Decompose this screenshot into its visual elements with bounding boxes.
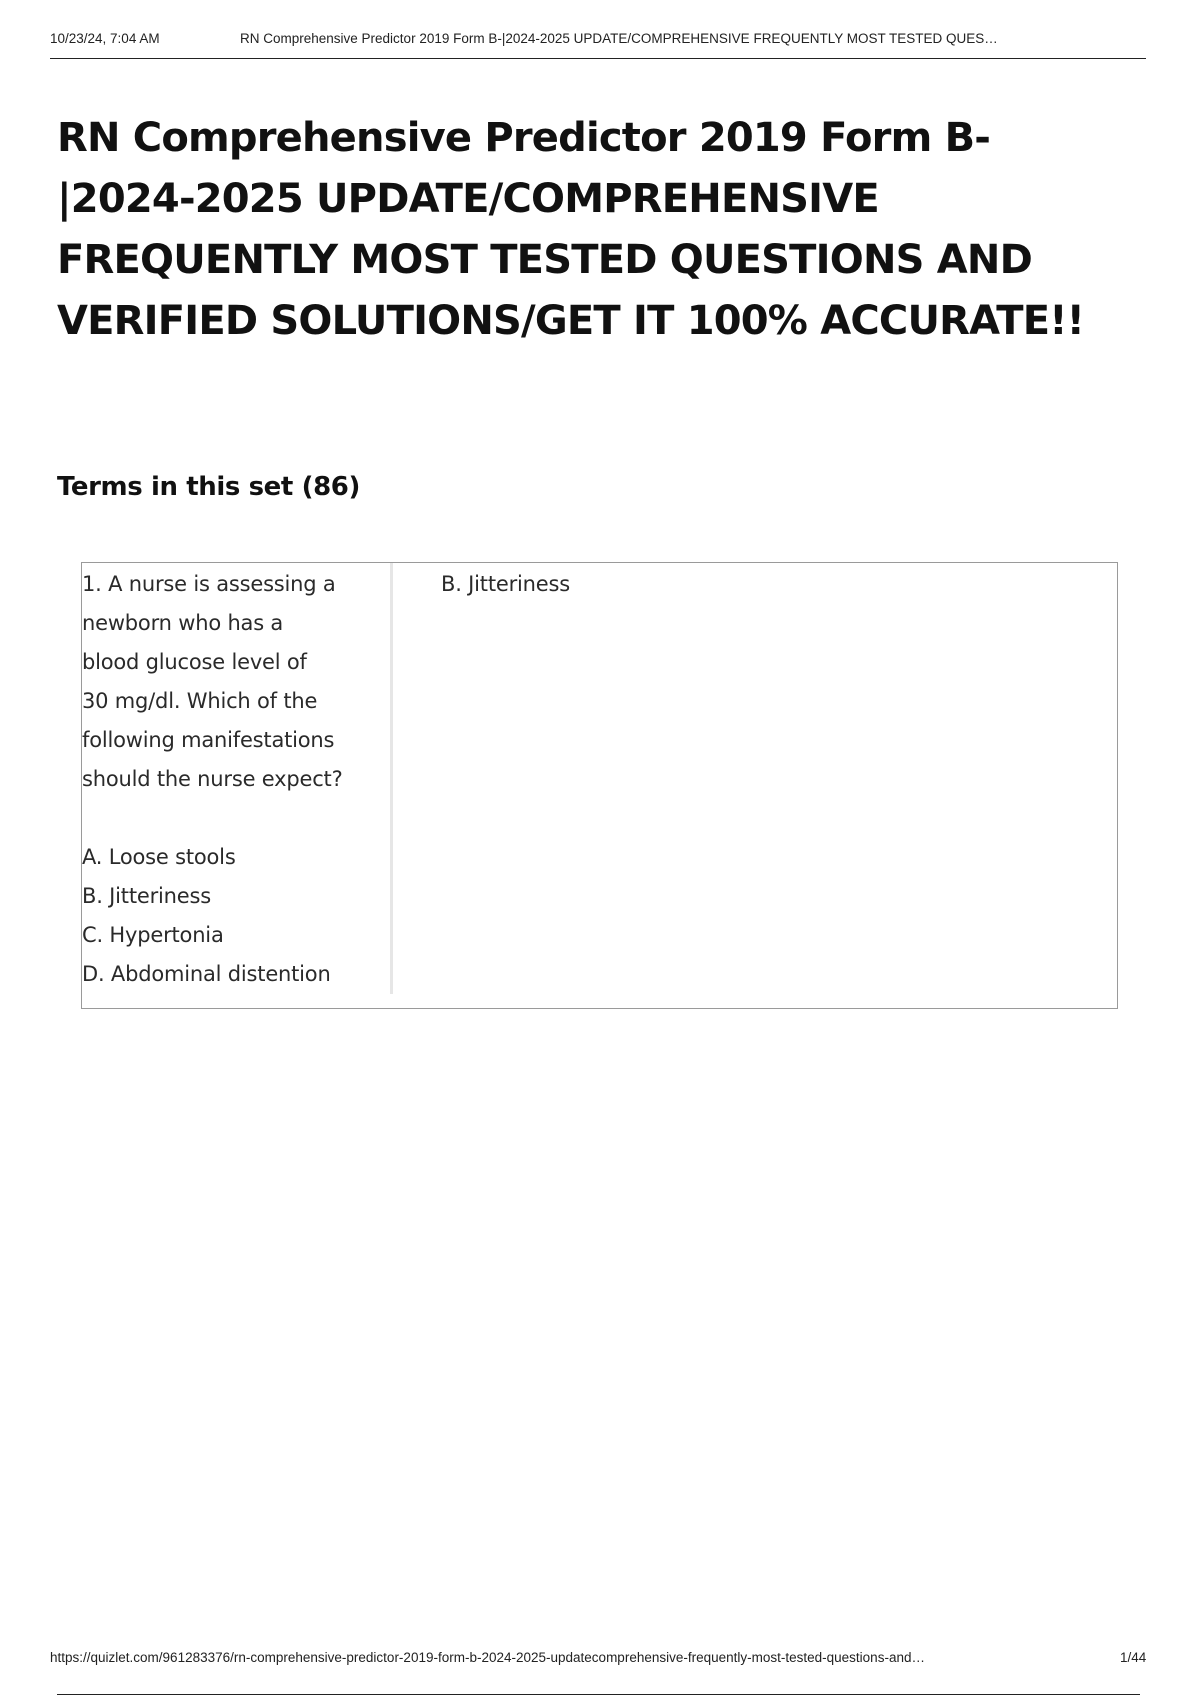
answer-option: D. Abdominal distention bbox=[82, 962, 331, 986]
print-datetime: 10/23/24, 7:04 AM bbox=[50, 31, 160, 46]
answer-option: C. Hypertonia bbox=[82, 923, 224, 947]
page-title-line: |2024-2025 UPDATE/COMPREHENSIVE bbox=[57, 176, 879, 222]
print-document-title: RN Comprehensive Predictor 2019 Form B-|2024-2025 UPDATE/COMPREHENSIVE FREQUENTLY MOST TESTED QUES… bbox=[240, 31, 998, 46]
term-line: 30 mg/dl. Which of the bbox=[82, 689, 318, 713]
term-line: should the nurse expect? bbox=[82, 767, 343, 791]
term-line: following manifestations bbox=[82, 728, 335, 752]
term-line: newborn who has a bbox=[82, 611, 284, 635]
term-spacer bbox=[82, 799, 382, 838]
print-header bbox=[50, 28, 1146, 59]
page-title-line: FREQUENTLY MOST TESTED QUESTIONS AND bbox=[57, 237, 1032, 283]
terms-count-heading: Terms in this set (86) bbox=[57, 472, 360, 502]
print-footer-url: https://quizlet.com/961283376/rn-comprehensive-predictor-2019-form-b-2024-2025-updatecomprehensive-frequently-most-tested-questions-and… bbox=[50, 1650, 925, 1665]
page-title bbox=[57, 108, 1157, 352]
flashcard-term bbox=[82, 565, 382, 994]
page-title-line: RN Comprehensive Predictor 2019 Form B- bbox=[57, 115, 991, 161]
flashcard-definition: B. Jitteriness bbox=[441, 572, 570, 596]
page-title-line: VERIFIED SOLUTIONS/GET IT 100% ACCURATE!! bbox=[57, 298, 1085, 344]
answer-option: B. Jitteriness bbox=[82, 884, 211, 908]
answer-option: A. Loose stools bbox=[82, 845, 236, 869]
card-column-divider bbox=[390, 563, 393, 994]
flashcard-item bbox=[81, 562, 1118, 1009]
footer-divider bbox=[57, 1694, 1140, 1695]
term-line: blood glucose level of bbox=[82, 650, 307, 674]
term-line: 1. A nurse is assessing a bbox=[82, 572, 336, 596]
print-page-indicator: 1/44 bbox=[1120, 1650, 1147, 1665]
